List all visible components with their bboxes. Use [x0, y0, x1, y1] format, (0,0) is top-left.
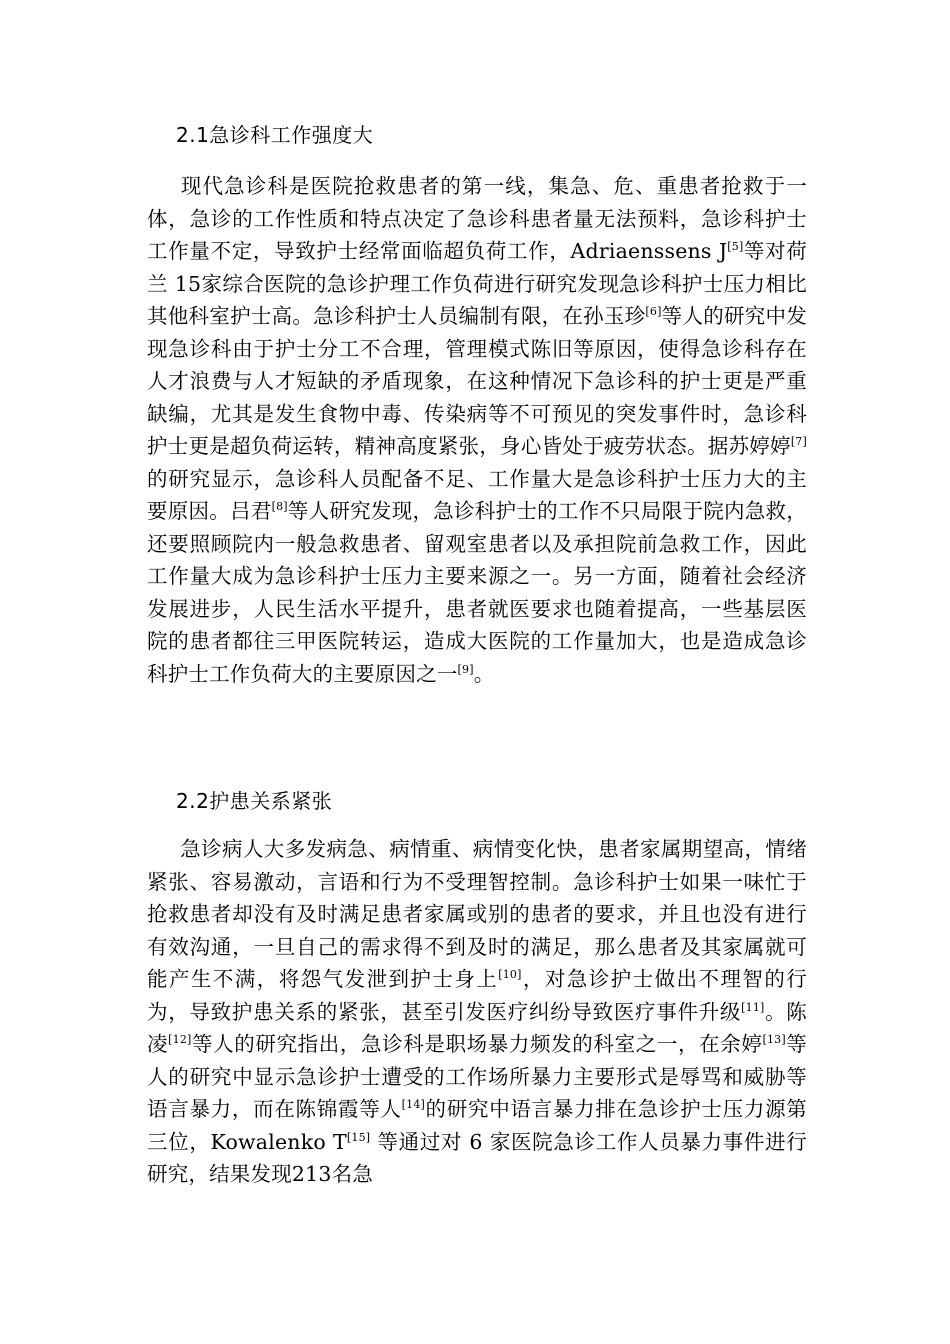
- paragraph-text: 等人研究发现，急诊科护士的工作不只局限于院内急救，还要照顾院内一般急救患者、留观室患者以及承担院前急救工作，因此工作量大成为急诊科护士压力主要来源之一。另一方面，随着社会经济发展进步，人民生活水平提升，患者就医要求也随着提高，一些基层医院的患者都往三甲医院转运，造成大医院的工作量加大，也是造成急诊科护士工作负荷大的主要原因之一: [147, 499, 807, 686]
- section-heading-2-2: 2.2护患关系紧张: [176, 789, 333, 813]
- paragraph-text: 等通过对 6 家医院急诊工作人员暴力事件进行研究，结果发现213名急: [147, 1129, 807, 1186]
- paragraph-text: 等人的研究指出，急诊科是职场暴力频发的科室之一，在余婷: [191, 1032, 763, 1056]
- citation-ref: [6]: [645, 305, 662, 319]
- section-paragraph: [147, 833, 807, 1191]
- citation-ref: [7]: [790, 435, 807, 449]
- section-heading-2-1: 2.1急诊科工作强度大: [176, 123, 374, 147]
- citation-ref: [11]: [741, 1000, 765, 1014]
- citation-ref: [10]: [498, 968, 522, 982]
- paragraph-text: 等人的研究中显示急诊护士遭受的工作场所暴力主要形式是辱骂和威胁等语言暴力，而在陈锦霞等人: [147, 1032, 808, 1121]
- paragraph-text: 等对荷兰 15家综合医院的急诊护理工作负荷进行研究发现急诊科护士压力相比其他科室护士高。急诊科护士人员编制有限，在孙玉珍: [147, 239, 807, 328]
- paragraph-text: ，对急诊护士做出不理智的行为，导致护患关系的紧张，甚至引发医疗纠纷导致医疗事件升级: [147, 967, 807, 1024]
- paragraph-text: 。: [473, 661, 495, 686]
- citation-ref: [8]: [271, 500, 288, 514]
- citation-ref: [15]: [346, 1130, 371, 1144]
- paragraph-text: 。陈凌: [147, 999, 807, 1056]
- citation-ref: [5]: [727, 240, 744, 254]
- paragraph-text: 急诊病人大多发病急、病情重、病情变化快，患者家属期望高，情绪紧张、容易激动，言语和行为不受理智控制。急诊科护士如果一味忙于抢救患者却没有及时满足患者家属或别的患者的要求，并且也没有进行有效沟通，一旦自己的需求得不到及时的满足，那么患者及其家属就可能产生不满，将怨气发泄到护士身上: [147, 837, 807, 991]
- paragraph-text: 的研究中语言暴力排在急诊护士压力源第三位，Kowalenko T: [147, 1097, 807, 1154]
- citation-ref: [13]: [762, 1033, 786, 1047]
- paragraph-text: 现代急诊科是医院抢救患者的第一线，集急、危、重患者抢救于一体，急诊的工作性质和特点决定了急诊科患者量无法预料，急诊科护士工作量不定，导致护士经常面临超负荷工作，Adriaenssens J: [147, 174, 807, 263]
- section-paragraph: [147, 170, 807, 690]
- citation-ref: [14]: [401, 1098, 426, 1112]
- citation-ref: [9]: [457, 662, 474, 676]
- citation-ref: [12]: [168, 1033, 192, 1047]
- paragraph-text: 的研究显示，急诊科人员配备不足、工作量大是急诊科护士压力大的主要原因。吕君: [147, 466, 807, 523]
- paragraph-text: 等人的研究中发现急诊科由于护士分工不合理，管理模式陈旧等原因，使得急诊科存在人才浪费与人才短缺的矛盾现象，在这种情况下急诊科的护士更是严重缺编，尤其是发生食物中毒、传染病等不可预见的突发事件时，急诊科护士更是超负荷运转，精神高度紧张，身心皆处于疲劳状态。据苏婷婷: [147, 304, 807, 458]
